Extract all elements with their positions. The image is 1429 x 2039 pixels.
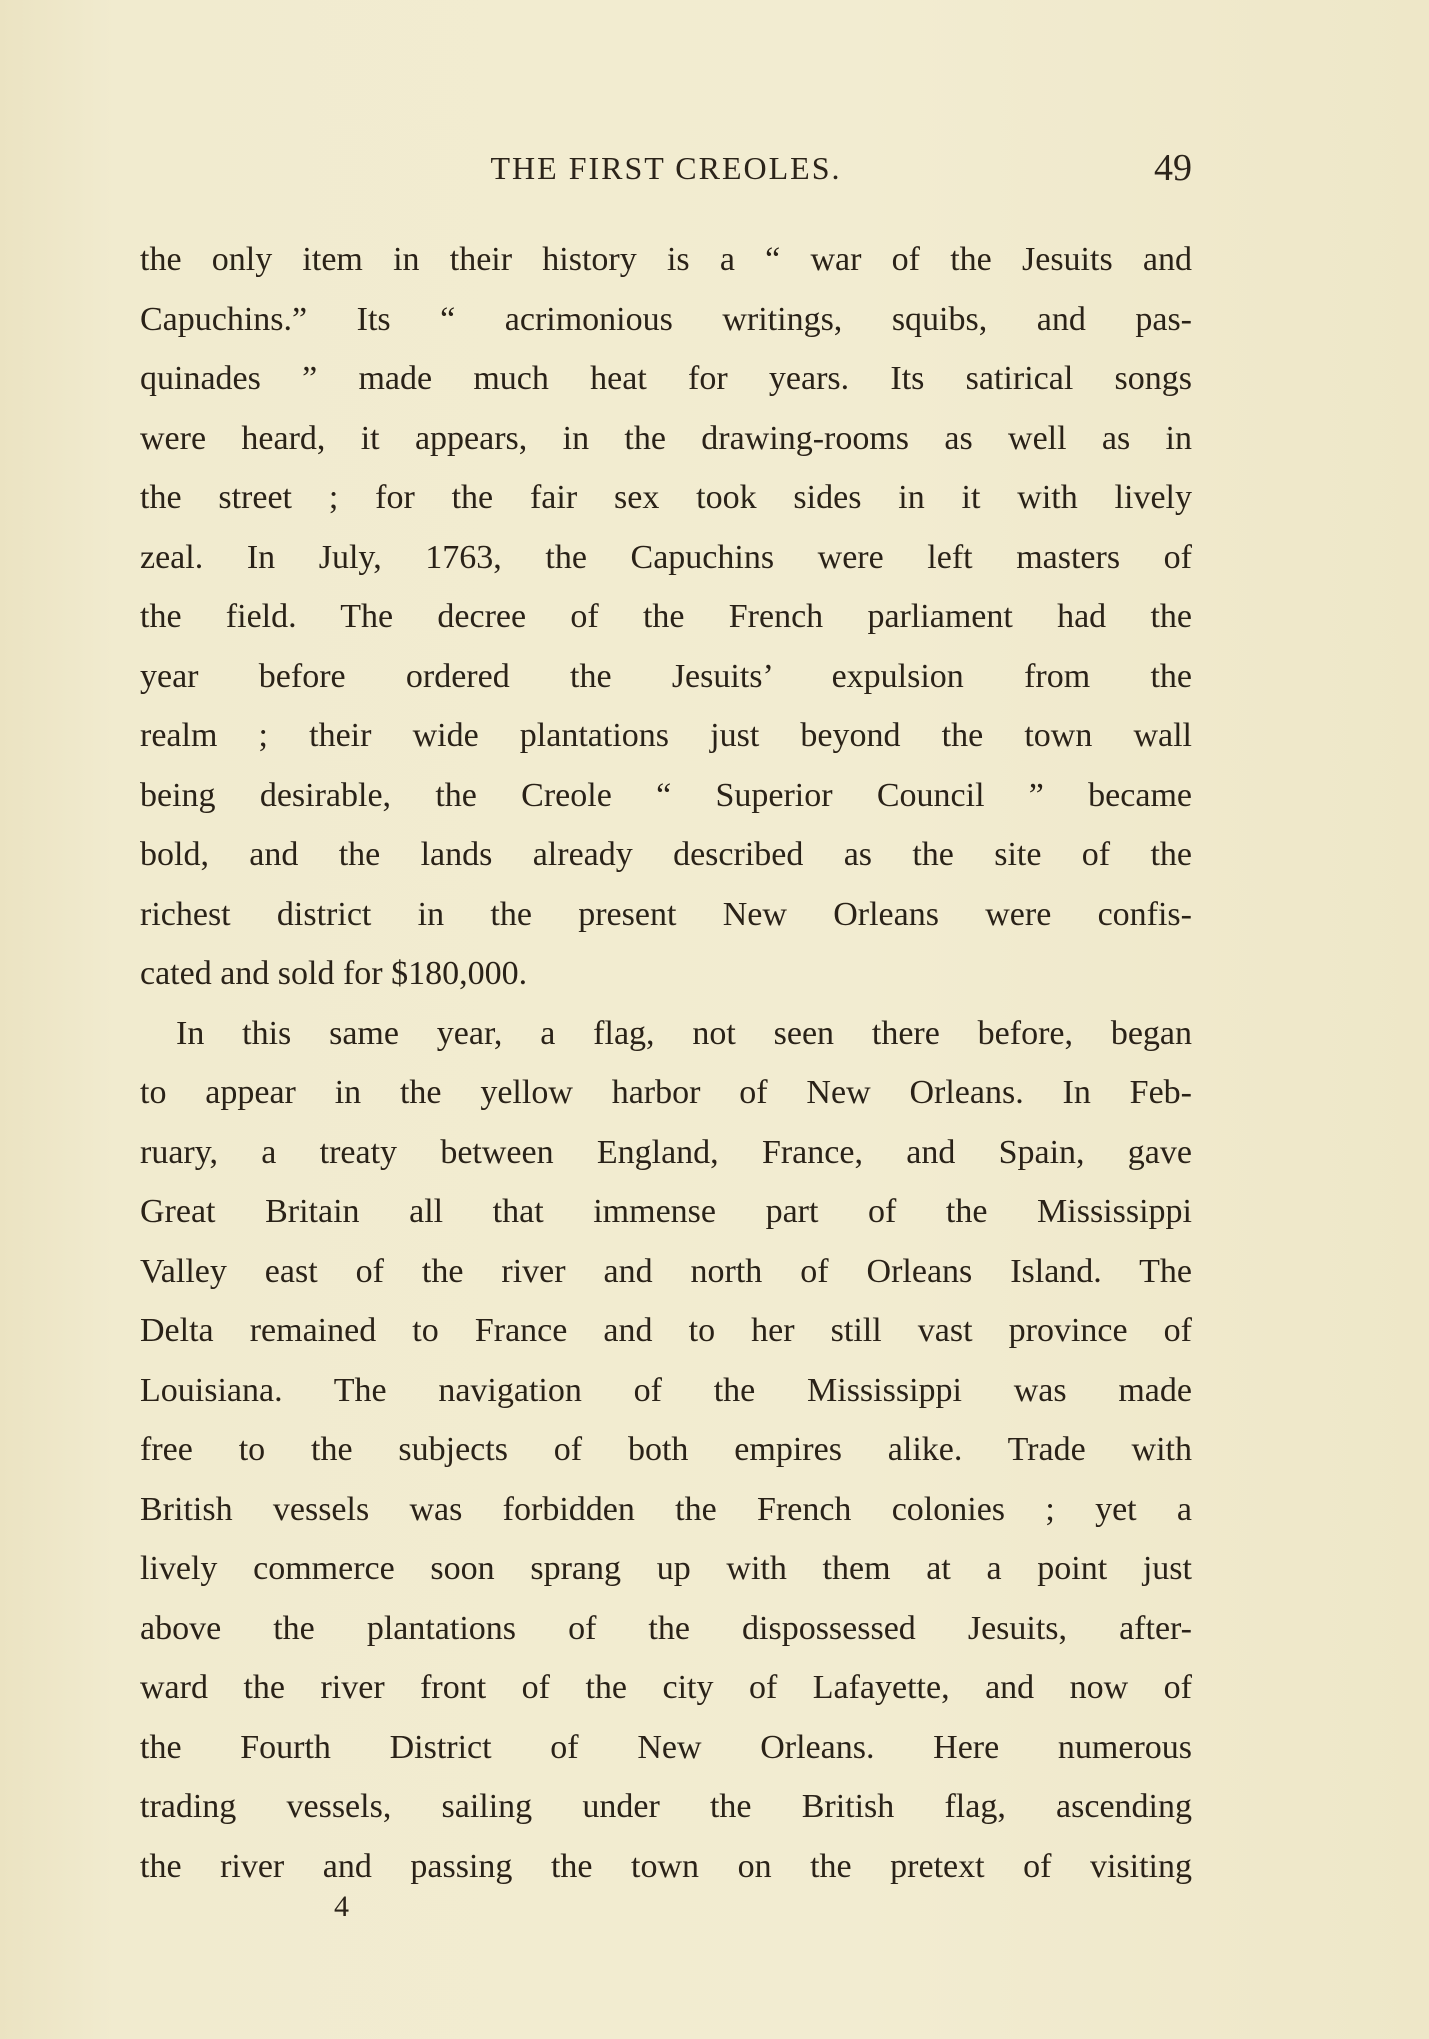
- text-line: the only item in their history is a “ war of the Jesuits and: [140, 241, 1192, 278]
- text-line: year before ordered the Jesuits’ expulsion from the: [140, 657, 1192, 695]
- text-line: trading vessels, sailing under the British flag, ascending: [140, 1788, 1192, 1825]
- text-line: being desirable, the Creole “ Superior Council ” became: [140, 776, 1192, 814]
- text-line: cated and sold for $180,000.: [140, 955, 528, 992]
- page-number: 49: [1154, 147, 1192, 189]
- text-line: were heard, it appears, in the drawing-rooms as well as in: [140, 419, 1192, 457]
- text-line: Valley east of the river and north of Orleans Island. The: [140, 1252, 1192, 1290]
- text-line: the field. The decree of the French parliament had the: [140, 598, 1192, 635]
- text-line: Capuchins.” Its “ acrimonious writings, squibs, and pas-: [140, 300, 1192, 338]
- running-head: [140, 147, 1192, 200]
- text-line: realm ; their wide plantations just beyond the town wall: [140, 717, 1192, 754]
- text-line: ruary, a treaty between England, France, and Spain, gave: [140, 1133, 1192, 1171]
- text-line: British vessels was forbidden the French colonies ; yet a: [140, 1490, 1192, 1528]
- text-line: Great Britain all that immense part of the Mississippi: [140, 1193, 1192, 1230]
- text-line: In this same year, a flag, not seen there before, began: [176, 1014, 1192, 1052]
- text-line: quinades ” made much heat for years. Its satirical songs: [140, 360, 1192, 397]
- text-line: lively commerce soon sprang up with them at a point just: [140, 1550, 1192, 1587]
- text-line: above the plantations of the dispossessed Jesuits, after-: [140, 1609, 1192, 1647]
- body-text: [140, 230, 1192, 1896]
- text-line: zeal. In July, 1763, the Capuchins were left masters of: [140, 538, 1192, 576]
- text-line: the Fourth District of New Orleans. Here numerous: [140, 1728, 1192, 1766]
- text-line: the street ; for the fair sex took sides in it with lively: [140, 479, 1192, 516]
- text-line: to appear in the yellow harbor of New Orleans. In Feb-: [140, 1074, 1192, 1111]
- text-line: Delta remained to France and to her still vast province of: [140, 1312, 1192, 1349]
- text-line: the river and passing the town on the pretext of visiting: [140, 1847, 1192, 1885]
- text-line: bold, and the lands already described as the site of the: [140, 836, 1192, 873]
- text-line: Louisiana. The navigation of the Mississippi was made: [140, 1371, 1192, 1409]
- text-line: ward the river front of the city of Lafayette, and now of: [140, 1669, 1192, 1706]
- signature-mark: 4: [334, 1890, 349, 1923]
- chapter-title: THE FIRST CREOLES.: [490, 150, 842, 186]
- text-line: richest district in the present New Orleans were confis-: [140, 895, 1192, 933]
- text-line: free to the subjects of both empires alike. Trade with: [140, 1431, 1192, 1468]
